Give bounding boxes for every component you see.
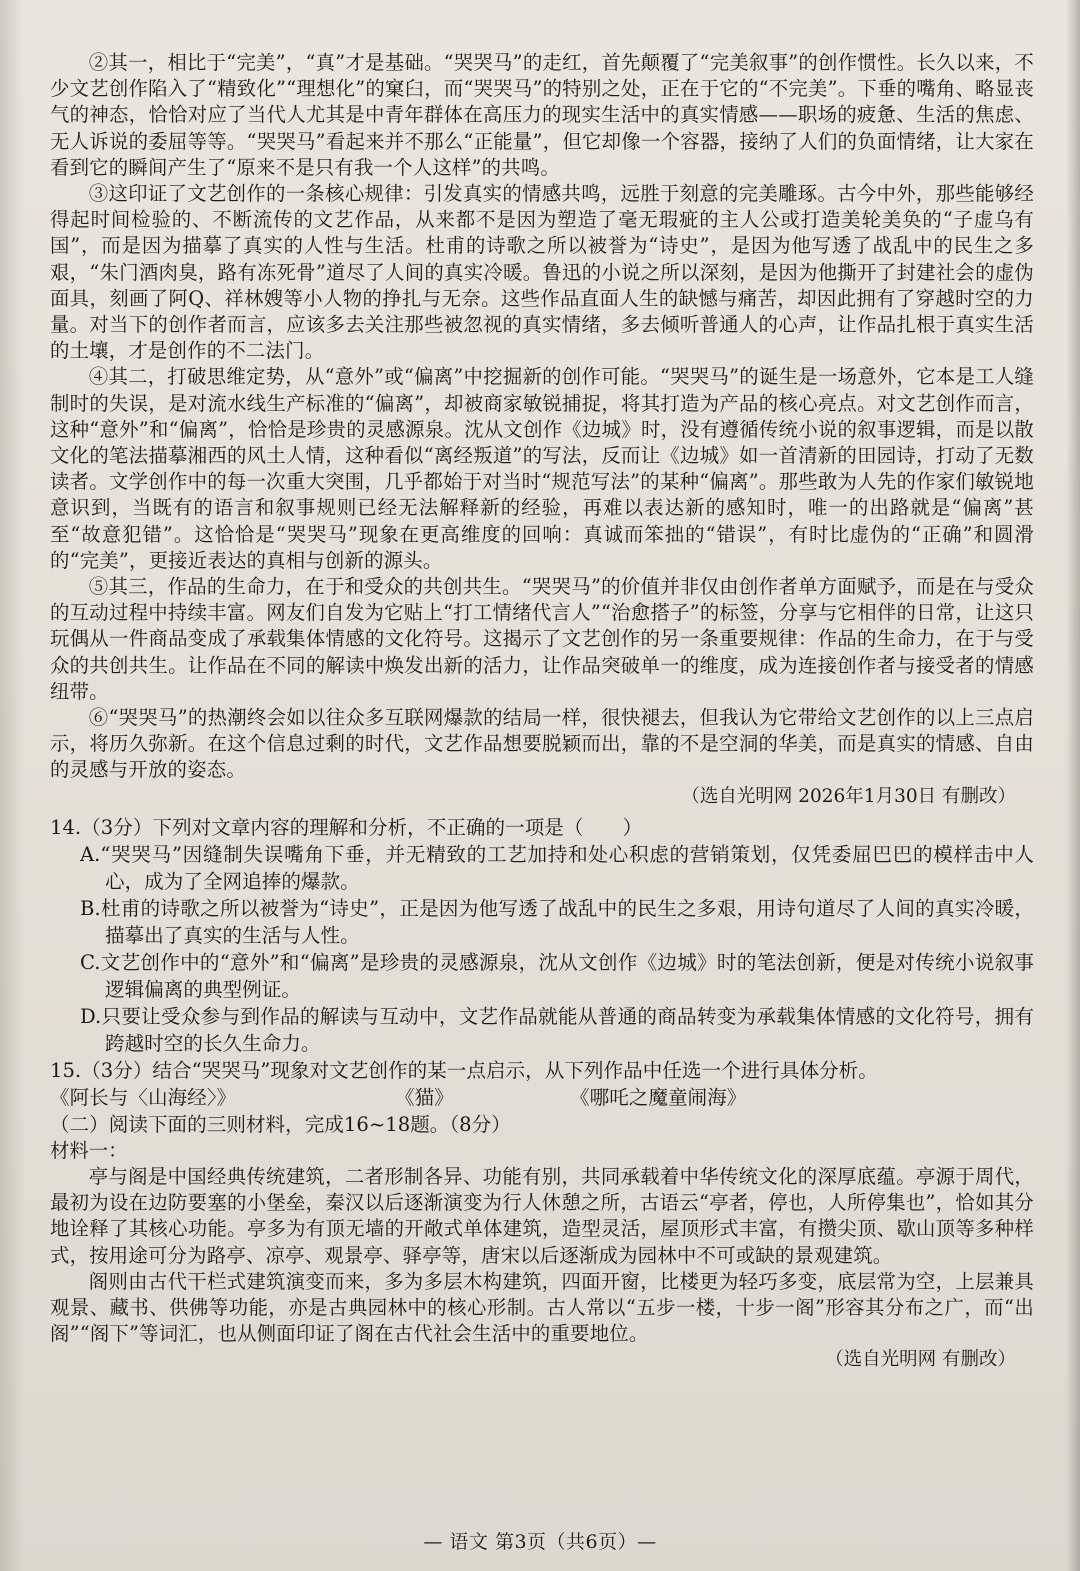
question-14-option-a: A.“哭哭马”因缝制失误嘴角下垂，并无精致的工艺加持和处心积虑的营销策划，仅凭委屈巴巴的模样击中人心，成为了全网追捧的爆款。: [80, 842, 1034, 893]
passage-paragraph-5: ⑤其三，作品的生命力，在于和受众的共创共生。“哭哭马”的价值并非仅由创作者单方面赋予，而是在与受众的互动过程中持续丰富。网友们自发为它贴上“打工情绪代言人”“治愈搭子”的标签，分享与它相伴的日常，让这只玩偶从一件商品变成了承载集体情感的文化符号。这揭示了文艺创作的另一条重要规律：作品的生命力，在于与受众的共创共生。让作品在不同的解读中焕发出新的活力，让作品突破单一的维度，成为连接创作者与接受者的情感纽带。: [50, 575, 1034, 703]
work-cat: 《猫》: [395, 1085, 454, 1109]
material-1-paragraph-1: 亭与阁是中国经典传统建筑，二者形制各异、功能有别，共同承载着中华传统文化的深厚底蕴。亭源于周代，最初为设在边防要塞的小堡垒，秦汉以后逐渐演变为行人休憩之所，古语云“亭者，停也，人所停集也”，恰如其分地诠释了其核心功能。亭多为有顶无墙的开敞式单体建筑，造型灵活，屋顶形式丰富，有攒尖顶、歇山顶等多种样式，按用途可分为路亭、凉亭、观景亭、驿亭等，唐宋以后逐渐成为园林中不可或缺的景观建筑。: [50, 1164, 1034, 1267]
question-14-stem: 14.（3分）下列对文章内容的理解和分析，不正确的一项是（ ）: [50, 815, 643, 839]
material-1-source: （选自光明网 有删改）: [825, 1349, 1016, 1371]
question-14-option-b: B.杜甫的诗歌之所以被誉为“诗史”，正是因为他写透了战乱中的民生之多艰，用诗句道尽了人间的真实冷暖，描摹出了真实的生活与人性。: [80, 896, 1034, 947]
material-1-paragraph-2: 阁则由古代干栏式建筑演变而来，多为多层木构建筑，四面开窗，比楼更为轻巧多变，底层常为空，上层兼具观景、藏书、供佛等功能，亦是古典园林中的核心形制。古人常以“五步一楼，十步一阁”形容其分布之广，而“出阁”“阁下”等词汇，也从侧面印证了阁在古代社会生活中的重要地位。: [50, 1269, 1034, 1346]
passage-paragraph-2: ②其一，相比于“完美”，“真”才是基础。“哭哭马”的走红，首先颠覆了“完美叙事”的创作惯性。长久以来，不少文艺创作陷入了“精致化”“理想化”的窠臼，而“哭哭马”的特别之处，正在于它的“不完美”。下垂的嘴角、略显丧气的神态，恰恰对应了当代人尤其是中青年群体在高压力的现实生活中的真实情感——职场的疲惫、生活的焦虑、无人诉说的委屈等等。“哭哭马”看起来并不那么“正能量”，但它却像一个容器，接纳了人们的负面情绪，让大家在看到它的瞬间产生了“原来不是只有我一个人这样”的共鸣。: [50, 51, 1034, 179]
passage-source: （选自光明网 2026年1月30日 有删改）: [681, 785, 1016, 807]
section-2-heading: （二）阅读下面的三则材料，完成16~18题。（8分）: [50, 1112, 511, 1136]
question-15-stem: 15.（3分）结合“哭哭马”现象对文艺创作的某一点启示，从下列作品中任选一个进行具体分析。: [50, 1058, 878, 1082]
passage-paragraph-6: ⑥“哭哭马”的热潮终会如以往众多互联网爆款的结局一样，很快褪去，但我认为它带给文艺创作的以上三点启示，将历久弥新。在这个信息过剩的时代，文艺作品想要脱颖而出，靠的不是空洞的华美，而是真实的情感、自由的灵感与开放的姿态。: [50, 706, 1034, 782]
reading-section-2: [50, 1111, 1034, 1374]
passage-paragraph-3: ③这印证了文艺创作的一条核心规律：引发真实的情感共鸣，远胜于刻意的完美雕琢。古今中外，那些能够经得起时间检验的、不断流传的文艺作品，从来都不是因为塑造了毫无瑕疵的主人公或打造美轮美奂的“子虚乌有国”，而是因为描摹了真实的人性与生活。杜甫的诗歌之所以被誉为“诗史”，是因为他写透了战乱中的民生之多艰，“朱门酒肉臭，路有冻死骨”道尽了人间的真实冷暖。鲁迅的小说之所以深刻，是因为他撕开了封建社会的虚伪面具，刻画了阿Q、祥林嫂等小人物的挣扎与无奈。这些作品直面人生的缺憾与痛苦，却因此拥有了穿越时空的力量。对当下的创作者而言，应该多去关注那些被忽视的真实情绪，多去倾听普通人的心声，让作品扎根于真实生活的土壤，才是创作的不二法门。: [50, 182, 1034, 363]
passage-continuation: [50, 50, 1034, 810]
question-14-option-d: D.只要让受众参与到作品的解读与互动中，文艺作品就能从普通的商品转变为承载集体情感的文化符号，拥有跨越时空的长久生命力。: [80, 1004, 1034, 1055]
question-14: [50, 814, 1034, 1057]
material-1-label: 材料一：: [50, 1138, 128, 1162]
question-15: [50, 1057, 1034, 1111]
work-a-chang: 《阿长与〈山海经〉》: [50, 1085, 237, 1109]
question-15-works: [50, 1084, 1034, 1111]
passage-paragraph-4: ④其二，打破思维定势，从“意外”或“偏离”中挖掘新的创作可能。“哭哭马”的诞生是一场意外，它本是工人缝制时的失误，是对流水线生产标准的“偏离”，却被商家敏锐捕捉，将其打造为产品的核心亮点。对文艺创作而言，这种“意外”和“偏离”，恰恰是珍贵的灵感源泉。沈从文创作《边城》时，没有遵循传统小说的叙事逻辑，而是以散文化的笔法描摹湘西的风土人情，这种看似“离经叛道”的写法，反而让《边城》如一首清新的田园诗，打动了无数读者。文学创作中的每一次重大突围，几乎都始于对当时“规范写法”的某种“偏离”。那些敢为人先的作家们敏锐地意识到，当既有的语言和叙事规则已经无法解释新的经验，再难以表达新的感知时，唯一的出路就是“偏离”甚至“故意犯错”。这恰恰是“哭哭马”现象在更高维度的回响：真诚而笨拙的“错误”，有时比虚伪的“正确”和圆滑的“完美”，更接近表达的真相与创新的源头。: [50, 365, 1034, 572]
question-14-option-c: C.文艺创作中的“意外”和“偏离”是珍贵的灵感源泉，沈从文创作《边城》时的笔法创新，便是对传统小说叙事逻辑偏离的典型例证。: [80, 950, 1034, 1001]
work-nezha: 《哪吒之魔童闹海》: [570, 1085, 747, 1109]
page-footer: — 语文 第3页（共6页）—: [423, 1531, 657, 1553]
